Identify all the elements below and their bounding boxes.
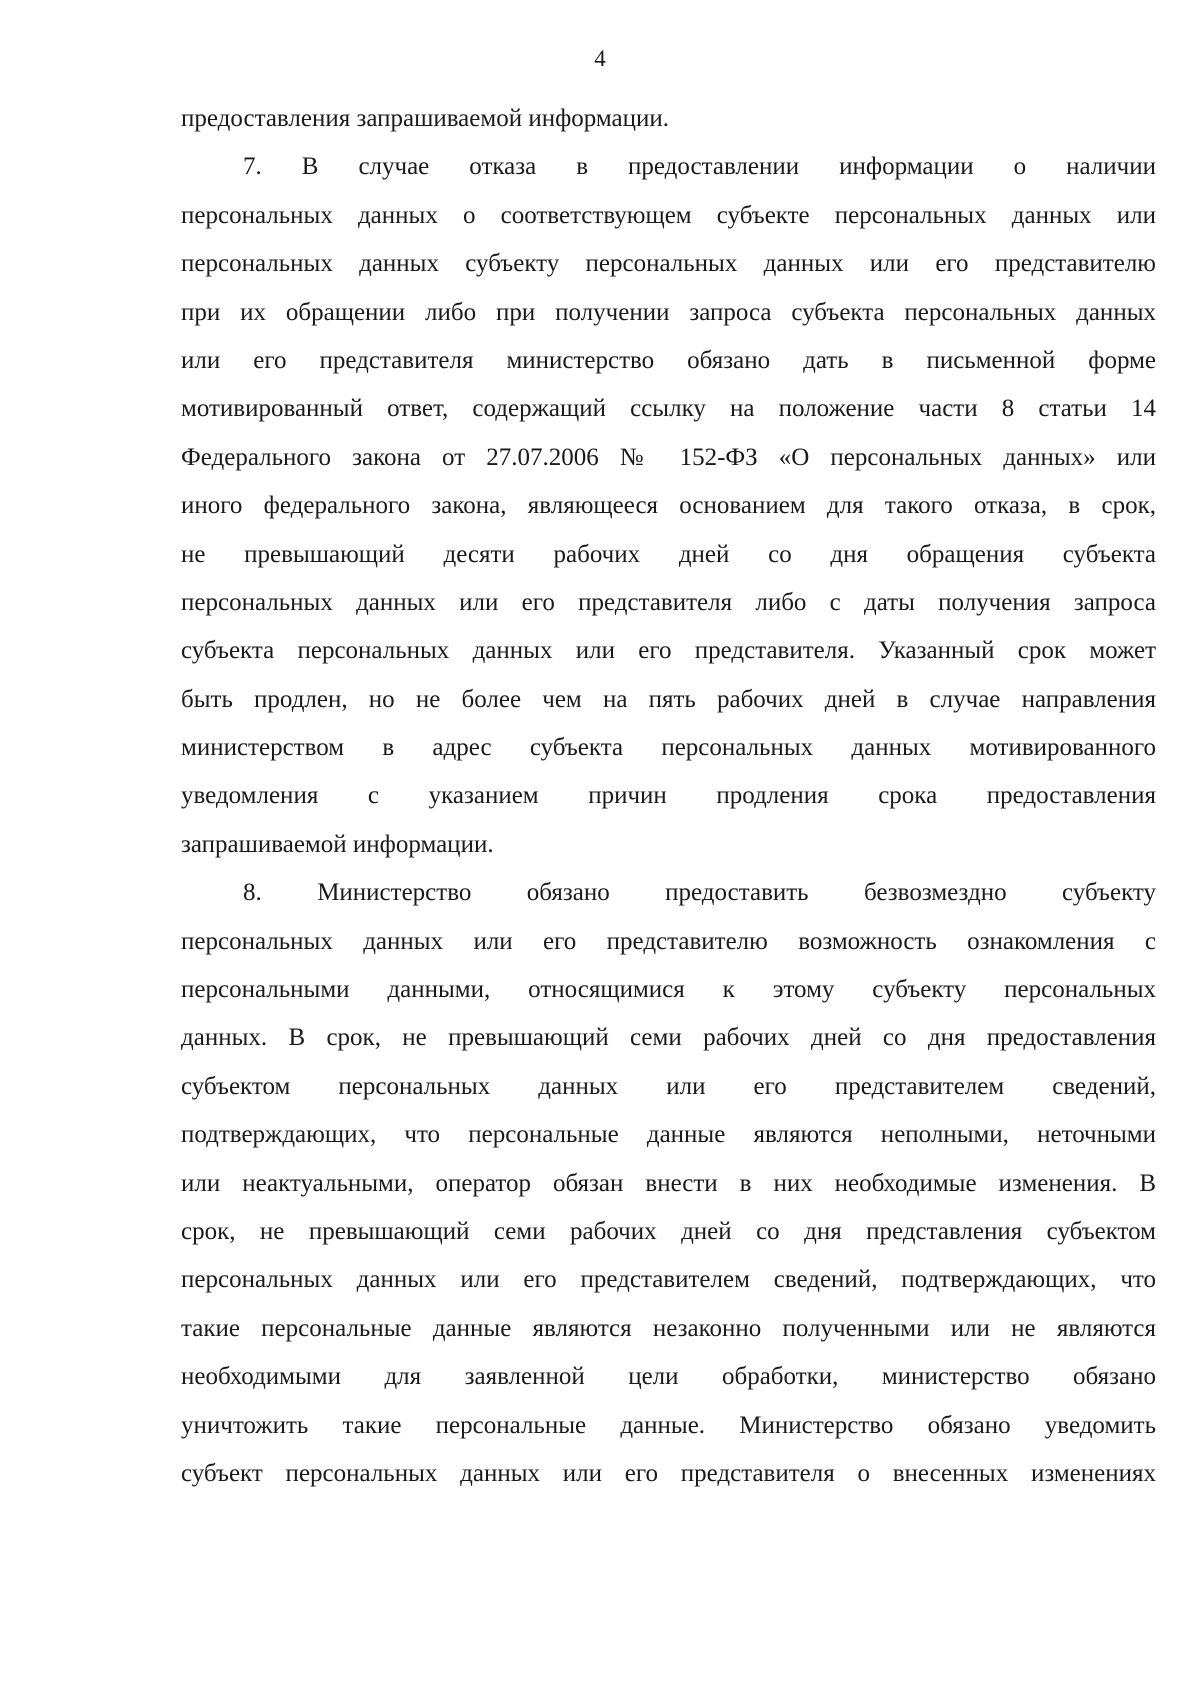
- text-line: при их обращении либо при получении запроса субъекта персональных данных: [181, 298, 1156, 326]
- text-line: персональных данных или его представителю возможность ознакомления с: [181, 927, 1156, 955]
- text-line: предоставления запрашиваемой информации.: [181, 105, 670, 132]
- text-line: министерством в адрес субъекта персональных данных мотивированного: [181, 734, 1156, 762]
- text-line: иного федерального закона, являющееся основанием для такого отказа, в срок,: [181, 492, 1156, 520]
- text-line: персональных данных субъекту персональных данных или его представителю: [181, 250, 1156, 278]
- text-line: уничтожить такие персональные данные. Министерство обязано уведомить: [181, 1411, 1156, 1439]
- text-line: запрашиваемой информации.: [181, 830, 494, 858]
- text-line: 8. Министерство обязано предоставить безвозмездно субъекту: [243, 879, 1156, 907]
- text-line: не превышающий десяти рабочих дней со дня обращения субъекта: [181, 540, 1156, 568]
- text-line: персональными данными, относящимися к этому субъекту персональных: [181, 976, 1156, 1004]
- text-line: или его представителя министерство обязано дать в письменной форме: [181, 346, 1156, 374]
- text-line: уведомления с указанием причин продления срока предоставления: [181, 782, 1156, 810]
- text-line: подтверждающих, что персональные данные являются неполными, неточными: [181, 1121, 1156, 1149]
- text-line: субъект персональных данных или его представителя о внесенных изменениях: [181, 1459, 1156, 1487]
- text-line: мотивированный ответ, содержащий ссылку на положение части 8 статьи 14: [181, 395, 1156, 423]
- text-line: персональных данных о соответствующем субъекте персональных данных или: [181, 201, 1156, 229]
- text-line: персональных данных или его представителя либо с даты получения запроса: [181, 588, 1156, 616]
- text-line: персональных данных или его представителем сведений, подтверждающих, что: [181, 1266, 1156, 1294]
- text-line: Федерального закона от 27.07.2006 № 152-ФЗ «О персональных данных» или: [181, 443, 1156, 471]
- text-line: такие персональные данные являются незаконно полученными или не являются: [181, 1314, 1156, 1342]
- text-line: данных. В срок, не превышающий семи рабочих дней со дня предоставления: [181, 1024, 1156, 1052]
- document-body: [181, 95, 1156, 1498]
- text-line: 7. В случае отказа в предоставлении информации о наличии: [243, 153, 1156, 181]
- text-line: быть продлен, но не более чем на пять рабочих дней в случае направления: [181, 685, 1156, 713]
- text-line: или неактуальными, оператор обязан внести в них необходимые изменения. В: [181, 1169, 1156, 1197]
- text-line: субъекта персональных данных или его представителя. Указанный срок может: [181, 637, 1156, 665]
- page-number: 4: [594, 46, 606, 71]
- text-line: срок, не превышающий семи рабочих дней со дня представления субъектом: [181, 1217, 1156, 1245]
- text-line: необходимыми для заявленной цели обработки, министерство обязано: [181, 1363, 1156, 1391]
- text-line: субъектом персональных данных или его представителем сведений,: [181, 1072, 1156, 1100]
